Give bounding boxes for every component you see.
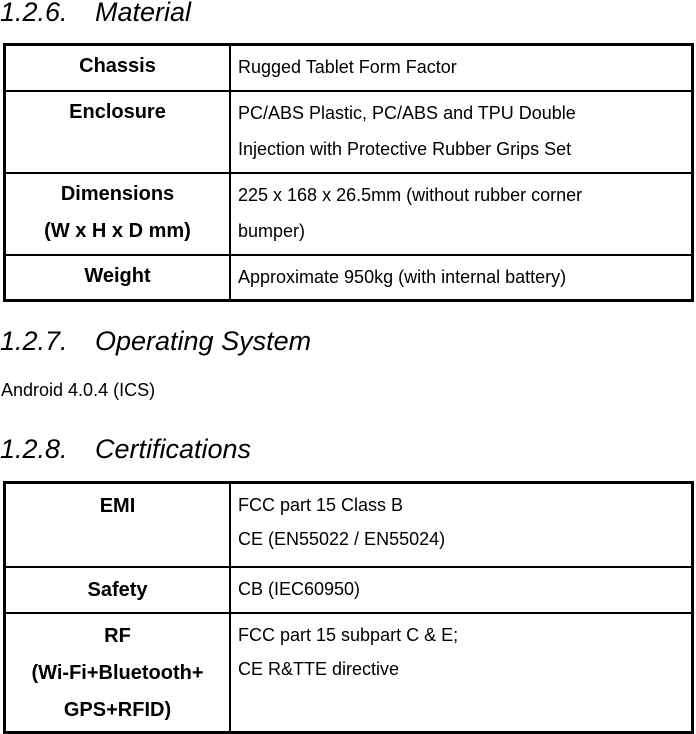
certifications-table [3, 481, 694, 734]
table-row [5, 613, 693, 733]
table-row [5, 173, 693, 255]
row-label: EMI [5, 483, 231, 567]
row-label: Safety [5, 567, 231, 613]
table-row [5, 483, 693, 567]
row-label: Chassis [5, 45, 231, 91]
section-heading-material [0, 0, 191, 27]
row-label: RF (Wi-Fi+Bluetooth+ GPS+RFID) [5, 613, 231, 733]
section-title: Operating System [95, 326, 312, 356]
row-label: Enclosure [5, 91, 231, 173]
row-value: Rugged Tablet Form Factor [230, 45, 693, 91]
table-row [5, 255, 693, 301]
row-value: FCC part 15 Class B CE (EN55022 / EN55024) [230, 483, 693, 567]
row-label: Dimensions (W x H x D mm) [5, 173, 231, 255]
os-version-text: Android 4.0.4 (ICS) [1, 380, 156, 400]
row-value: Approximate 950kg (with internal battery) [230, 255, 693, 301]
table-row [5, 567, 693, 613]
row-value: 225 x 168 x 26.5mm (without rubber corner bumper) [230, 173, 693, 255]
table-row [5, 91, 693, 173]
section-title: Material [95, 0, 192, 27]
row-value: PC/ABS Plastic, PC/ABS and TPU Double Injection with Protective Rubber Grips Set [230, 91, 693, 173]
section-heading-certifications [0, 434, 251, 464]
section-number: 1.2.7. [0, 326, 68, 356]
row-label: Weight [5, 255, 231, 301]
section-title: Certifications [95, 434, 252, 464]
row-value: CB (IEC60950) [230, 567, 693, 613]
row-value: FCC part 15 subpart C & E; CE R&TTE directive [230, 613, 693, 733]
section-number: 1.2.8. [0, 434, 68, 464]
section-number: 1.2.6. [0, 0, 68, 27]
table-row [5, 45, 693, 91]
material-table [3, 43, 694, 302]
section-heading-operating-system [0, 326, 311, 356]
